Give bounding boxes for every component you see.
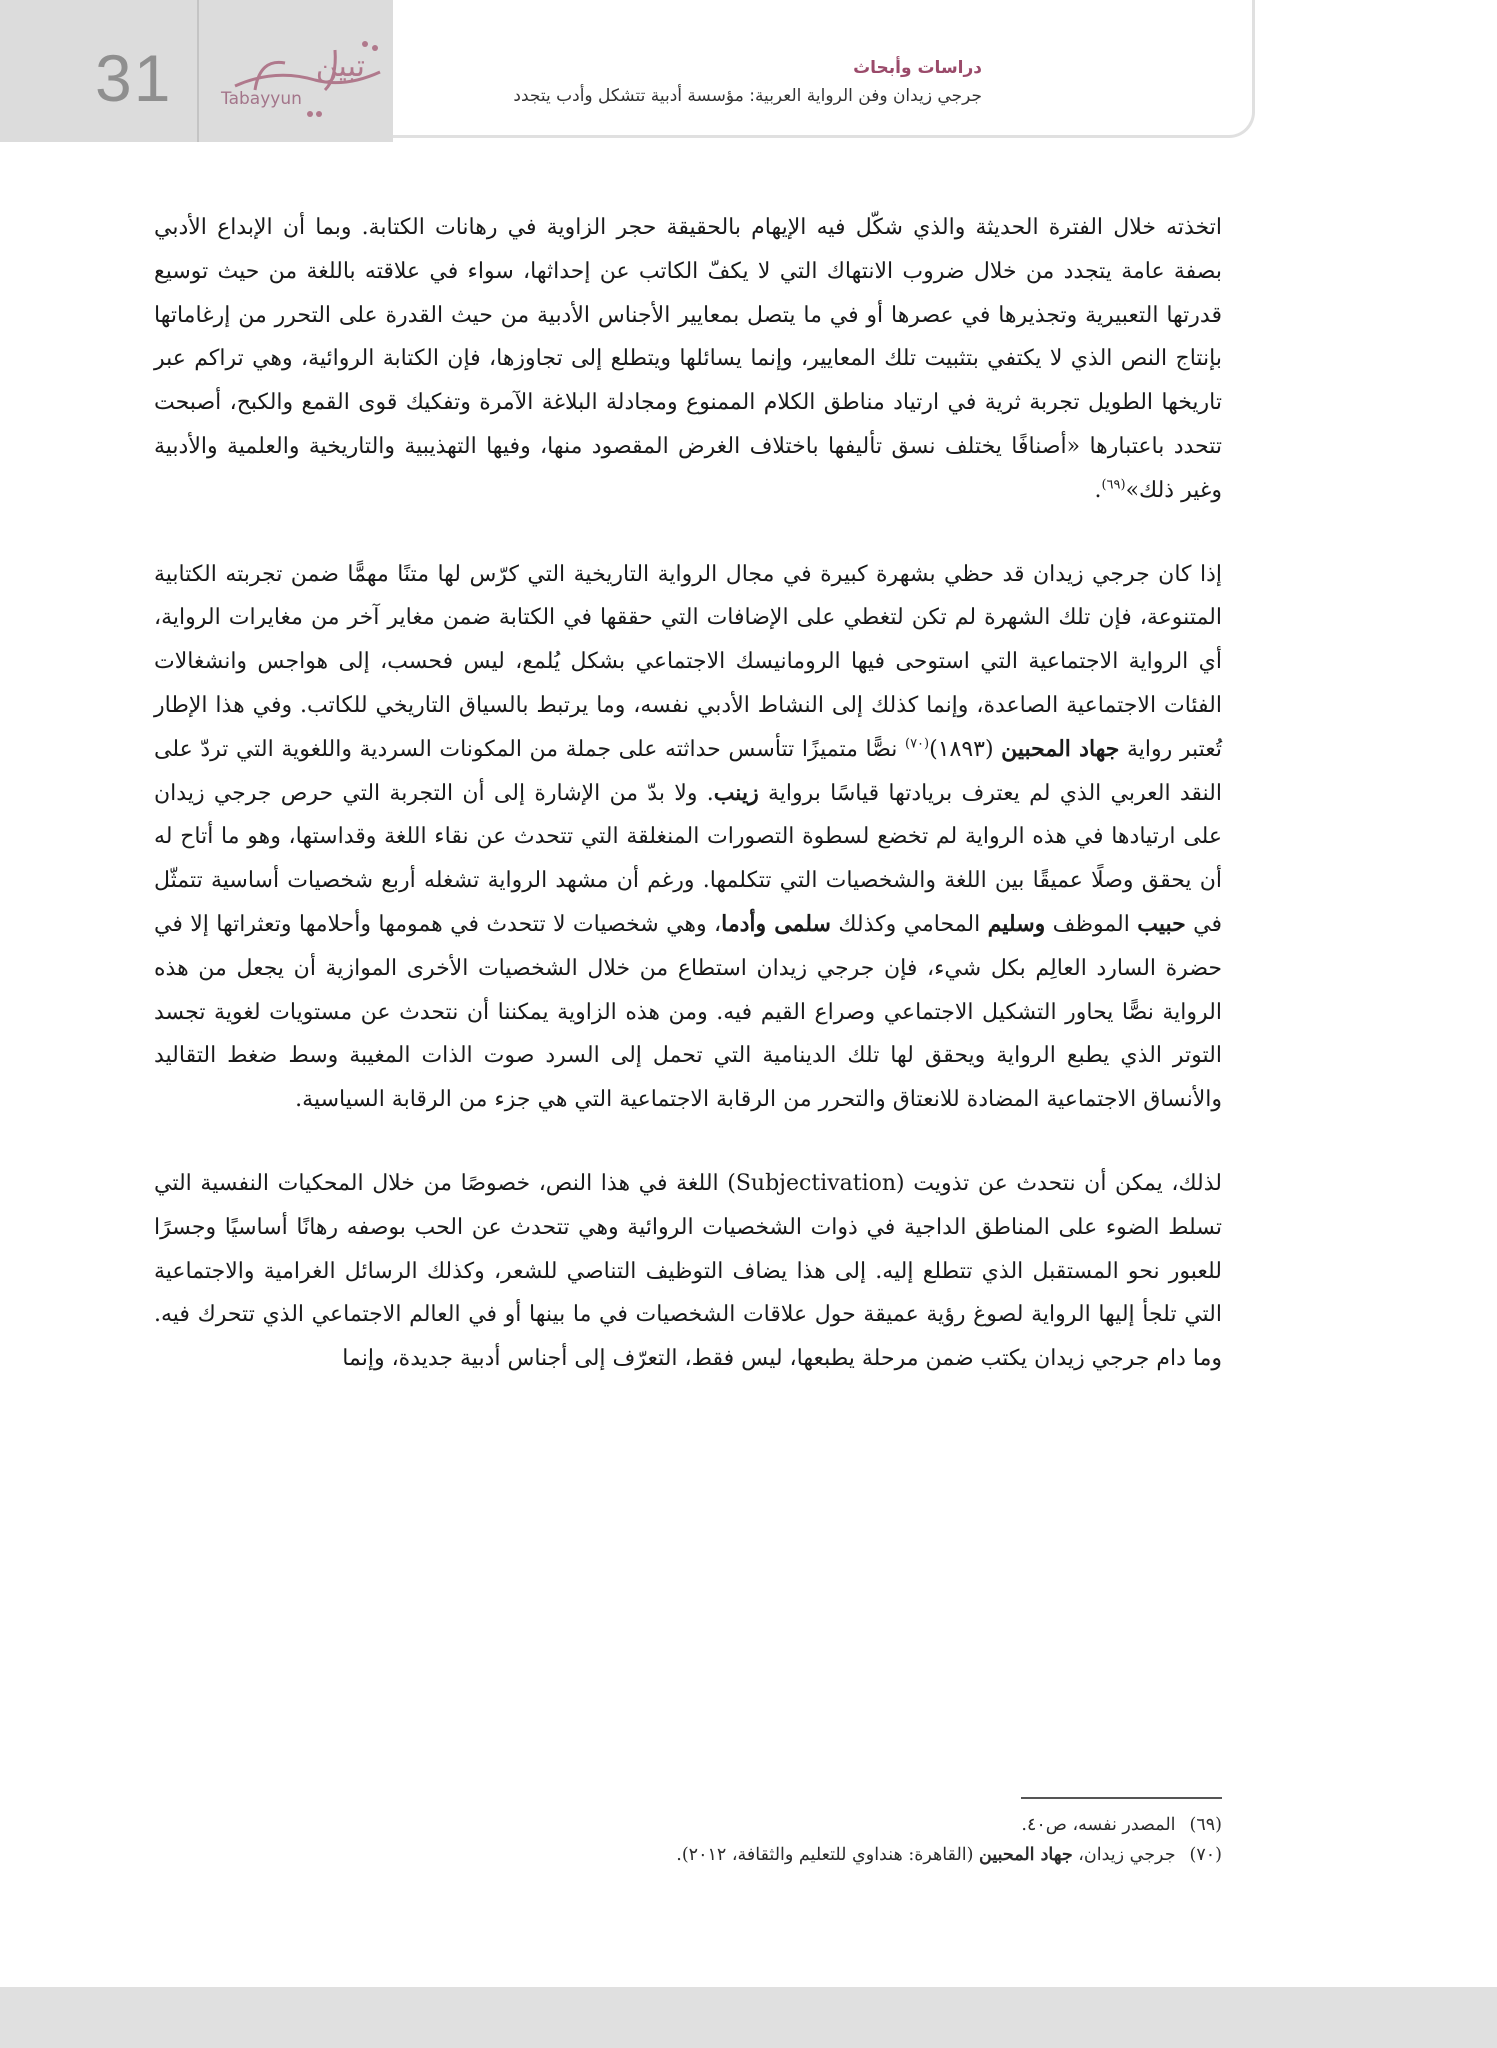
tabayyun-logo (215, 28, 393, 138)
logo-latin: Tabayyun (221, 89, 302, 109)
footnote-69: (٦٩)المصدر نفسه، ص٤٠. (1021, 1815, 1222, 1835)
paragraph-1: اتخذته خلال الفترة الحديثة والذي شكّل فيه الإيهام بالحقيقة حجر الزاوية في رهانات الكتابة. وبما أن الإبداع الأدبي بصفة عامة يتجدد من خلال ضروب الانتهاك التي لا يكفّ الكاتب عن إحداثها، سواء في علاقته باللغة من حيث توسيع قدرتها التعبيرية وتجذيرها في عصرها أو في ما يتصل بمعايير الأجناس الأدبية من حيث القدرة على التحرر من إرغاماتها بإنتاج النص الذي لا يكتفي بتثبيت تلك المعايير، وإنما يسائلها ويتطلع إلى تجاوزها، فإن الكتابة الروائية، وهي تراكم عبر تاريخها الطويل تجربة ثرية في ارتياد مناطق الكلام الممنوع ومجادلة البلاغة الآمرة وتفكيك قوى القمع والكبح، أصبحت تتحدد باعتبارها «أصنافًا يختلف نسق تأليفها باختلاف الغرض المقصود منها، وفيها التهذيبية والتاريخية والعلمية والأدبية وغير ذلك»$^{(٦٩)}$. (154, 215, 1222, 503)
header-panel (0, 0, 393, 142)
footnotes (154, 1810, 1222, 1870)
novel-title: جهاد المحبين (1001, 735, 1120, 762)
running-header (393, 0, 1255, 138)
article-body (154, 206, 1222, 1421)
footer-band (0, 1987, 1497, 2048)
novel-title-zaynab: زينب (713, 779, 759, 806)
paragraph-2: إذا كان جرجي زيدان قد حظي بشهرة كبيرة في مجال الرواية التاريخية التي كرّس لها متنًا مهمًّا ضمن تجربته الكتابية المتنوعة، فإن تلك الشهرة لم تكن لتغطي على الإضافات التي حققها في الكتابة ضمن مغاير آخر من مغايرات الرواية، أي الرواية الاجتماعية التي استوحى فيها الرومانيسك الاجتماعي بشكل يُلمع، ليس فحسب، إلى هواجس وانشغالات الفئات الاجتماعية الصاعدة، وإنما كذلك إلى النشاط الأدبي نفسه، وما يرتبط بالسياق التاريخي للكاتب. وفي هذا الإطار تُعتبر رواية جهاد المحبين (١٨٩٣)$^{(٧٠)}$ نصًّا متميزًا تتأسس حداثته على جملة من المكونات السردية واللغوية التي تردّ على النقد العربي الذي لم يعترف بريادتها قياسًا برواية زينب. ولا بدّ من الإشارة إلى أن التجربة التي حرص جرجي زيدان على ارتيادها في هذه الرواية لم تخضع لسطوة التصورات المنغلقة التي تتحدث عن نقاء اللغة وقداستها، وهو ما أتاح له أن يحقق وصلًا عميقًا بين اللغة والشخصيات التي تتكلمها. ورغم أن مشهد الرواية تشغله أربع شخصيات أساسية تتمثّل في حبيب الموظف وسليم المحامي وكذلك سلمى وأدما، وهي شخصيات لا تتحدث في همومها وأحلامها وتعثراتها إلا في حضرة السارد العالِم بكل شيء، فإن جرجي زيدان استطاع من خلال الشخصيات الأخرى الموازية أن يجعل من هذه الرواية نصًّا يحاور التشكيل الاجتماعي وصراع القيم فيه. ومن هذه الزاوية يمكننا أن نتحدث عن مستويات لغوية تجسد التوتر الذي يطبع الرواية ويحقق لها تلك الدينامية التي تحمل إلى السرد صوت الذات المغيبة وسط ضغط التقاليد والأنساق الاجتماعية المضادة للانعتاق والتحرر من الرقابة الاجتماعية التي هي جزء من الرقابة السياسية. (154, 561, 1223, 1113)
character-habib: حبيب (1137, 910, 1186, 937)
section-label: دراسات وأبحاث (853, 58, 982, 78)
character-salim: وسليم (987, 910, 1046, 937)
characters-salma-adma: سلمى وأدما (721, 910, 831, 937)
header-divider (197, 0, 199, 142)
paragraph-3: لذلك، يمكن أن نتحدث عن تذويت (Subjectivation) اللغة في هذا النص، خصوصًا من خلال المحكيات النفسية التي تسلط الضوء على المناطق الداجية في ذوات الشخصيات الروائية وهي تتحدث عن الحب بوصفه رهانًا أساسيًا وجسرًا للعبور نحو المستقبل الذي تتطلع إليه. إلى هذا يضاف التوظيف التناصي للشعر، وكذلك الرسائل الغرامية والاجتماعية التي تلجأ إليها الرواية لصوغ رؤية عميقة حول علاقات الشخصيات في ما بينها أو في العالم الاجتماعي الذي تتحرك فيه. وما دام جرجي زيدان يكتب ضمن مرحلة يطبعها، ليس فقط، التعرّف إلى أجناس أدبية جديدة، وإنما (154, 1170, 1222, 1372)
logo-arabic: تبين (315, 49, 365, 84)
running-title: جرجي زيدان وفن الرواية العربية: مؤسسة أدبية تتشكل وأدب يتجدد (513, 86, 982, 106)
footnote-70: (٧٠)جرجي زيدان، جهاد المحبين (القاهرة: هنداوي للتعليم والثقافة، ٢٠١٢). (676, 1845, 1222, 1865)
footnote-ref-69[interactable]: (٦٩) (1101, 477, 1126, 493)
footnote-ref-70[interactable]: (٧٠) (904, 736, 930, 752)
page-number: 31 (95, 41, 173, 115)
footnote-separator (1021, 1797, 1222, 1799)
